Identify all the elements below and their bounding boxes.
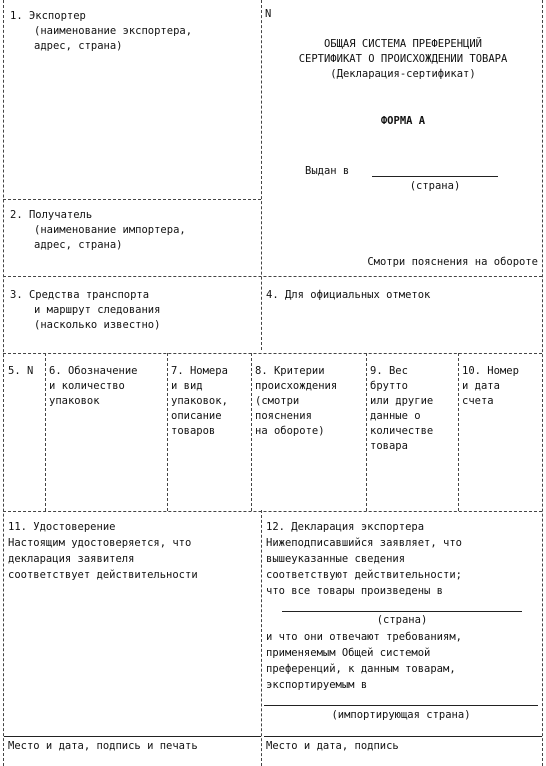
box11-sign-label: Место и дата, подпись и печать	[8, 740, 198, 752]
box2-line1: (наименование импортера,	[34, 224, 186, 236]
box3-line2: (насколько известно)	[34, 319, 161, 331]
system-title: ОБЩАЯ СИСТЕМА ПРЕФЕРЕНЦИЙ	[323, 38, 483, 50]
col9-line3: или другие	[370, 395, 434, 407]
center-divider-lower	[261, 510, 262, 766]
box3-title: 3. Средства транспорта	[10, 289, 150, 301]
col9-line2: брутто	[370, 380, 408, 392]
col-sep-9-10	[458, 353, 459, 511]
col7-line4: описание	[171, 410, 222, 422]
col10-line1: 10. Номер	[462, 365, 519, 377]
issued-in-line	[372, 176, 498, 177]
form-label: ФОРМА А	[380, 115, 426, 127]
box1-title: 1. Экспортер	[10, 10, 86, 22]
box11-line2: декларация заявителя	[8, 553, 135, 565]
row-divider-4	[3, 511, 542, 512]
box4-title: 4. Для официальных отметок	[266, 289, 431, 301]
box3-line1: и маршрут следования	[34, 304, 161, 316]
row-divider-3	[3, 353, 542, 354]
reverse-note: Смотри пояснения на обороте	[367, 256, 538, 268]
col7-line2: и вид	[171, 380, 203, 392]
box11-sign-line	[4, 736, 261, 737]
box12-line5: и что они отвечают требованиям,	[266, 631, 462, 643]
declaration-subtitle: (Декларация-сертификат)	[330, 68, 476, 80]
box12-line3: соответствуют действительности;	[266, 569, 462, 581]
box12-country-hint: (страна)	[376, 614, 428, 626]
col7-line5: товаров	[171, 425, 216, 437]
left-border	[3, 0, 4, 766]
certificate-title: СЕРТИФИКАТ О ПРОИСХОЖДЕНИИ ТОВАРА	[298, 53, 508, 65]
box12-title: 12. Декларация экспортера	[266, 521, 425, 533]
right-border	[542, 0, 543, 766]
col-sep-5-6	[45, 353, 46, 511]
box12-line2: вышеуказанные сведения	[266, 553, 406, 565]
row-divider-1	[3, 199, 261, 200]
country-hint: (страна)	[409, 180, 461, 192]
box1-line2: адрес, страна)	[34, 40, 123, 52]
box12-importer-hint: (импортирующая страна)	[331, 709, 471, 721]
col9-line4: данные о	[370, 410, 421, 422]
col8-line3: (смотри	[255, 395, 300, 407]
col7-line3: упаковок,	[171, 395, 228, 407]
number-label: N	[265, 8, 272, 20]
box12-line4: что все товары произведены в	[266, 585, 444, 597]
box12-line8: экспортируемым в	[266, 679, 368, 691]
box11-line3: соответствует действительности	[8, 569, 198, 581]
center-divider	[261, 0, 262, 350]
col8-line1: 8. Критерии	[255, 365, 325, 377]
col7-line1: 7. Номера	[171, 365, 228, 377]
col9-line1: 9. Вес	[370, 365, 408, 377]
box12-sign-label: Место и дата, подпись	[266, 740, 399, 752]
col8-line4: пояснения	[255, 410, 312, 422]
col-sep-6-7	[167, 353, 168, 511]
box12-line6: применяемым Общей системой	[266, 647, 431, 659]
row-divider-2	[3, 276, 542, 277]
col10-line2: и дата	[462, 380, 500, 392]
col8-line2: происхождения	[255, 380, 338, 392]
col-sep-8-9	[366, 353, 367, 511]
col8-line5: на обороте)	[255, 425, 325, 437]
col9-line5: количестве	[370, 425, 434, 437]
issued-in-label: Выдан в	[305, 165, 350, 177]
box12-line7: преференций, к данным товарам,	[266, 663, 456, 675]
box1-line1: (наименование экспортера,	[34, 25, 193, 37]
col5-line1: 5. N	[8, 365, 34, 377]
box11-title: 11. Удостоверение	[8, 521, 116, 533]
box12-line1: Нижеподписавшийся заявляет, что	[266, 537, 462, 549]
col6-line1: 6. Обозначение	[49, 365, 138, 377]
box11-line1: Настоящим удостоверяется, что	[8, 537, 192, 549]
col-sep-7-8	[251, 353, 252, 511]
box2-line2: адрес, страна)	[34, 239, 123, 251]
box12-importer-line	[264, 705, 538, 706]
box12-country-line	[282, 611, 522, 612]
col6-line2: и количество	[49, 380, 125, 392]
box12-sign-line	[264, 736, 542, 737]
col10-line3: счета	[462, 395, 494, 407]
col6-line3: упаковок	[49, 395, 100, 407]
col9-line6: товара	[370, 440, 408, 452]
box2-title: 2. Получатель	[10, 209, 93, 221]
